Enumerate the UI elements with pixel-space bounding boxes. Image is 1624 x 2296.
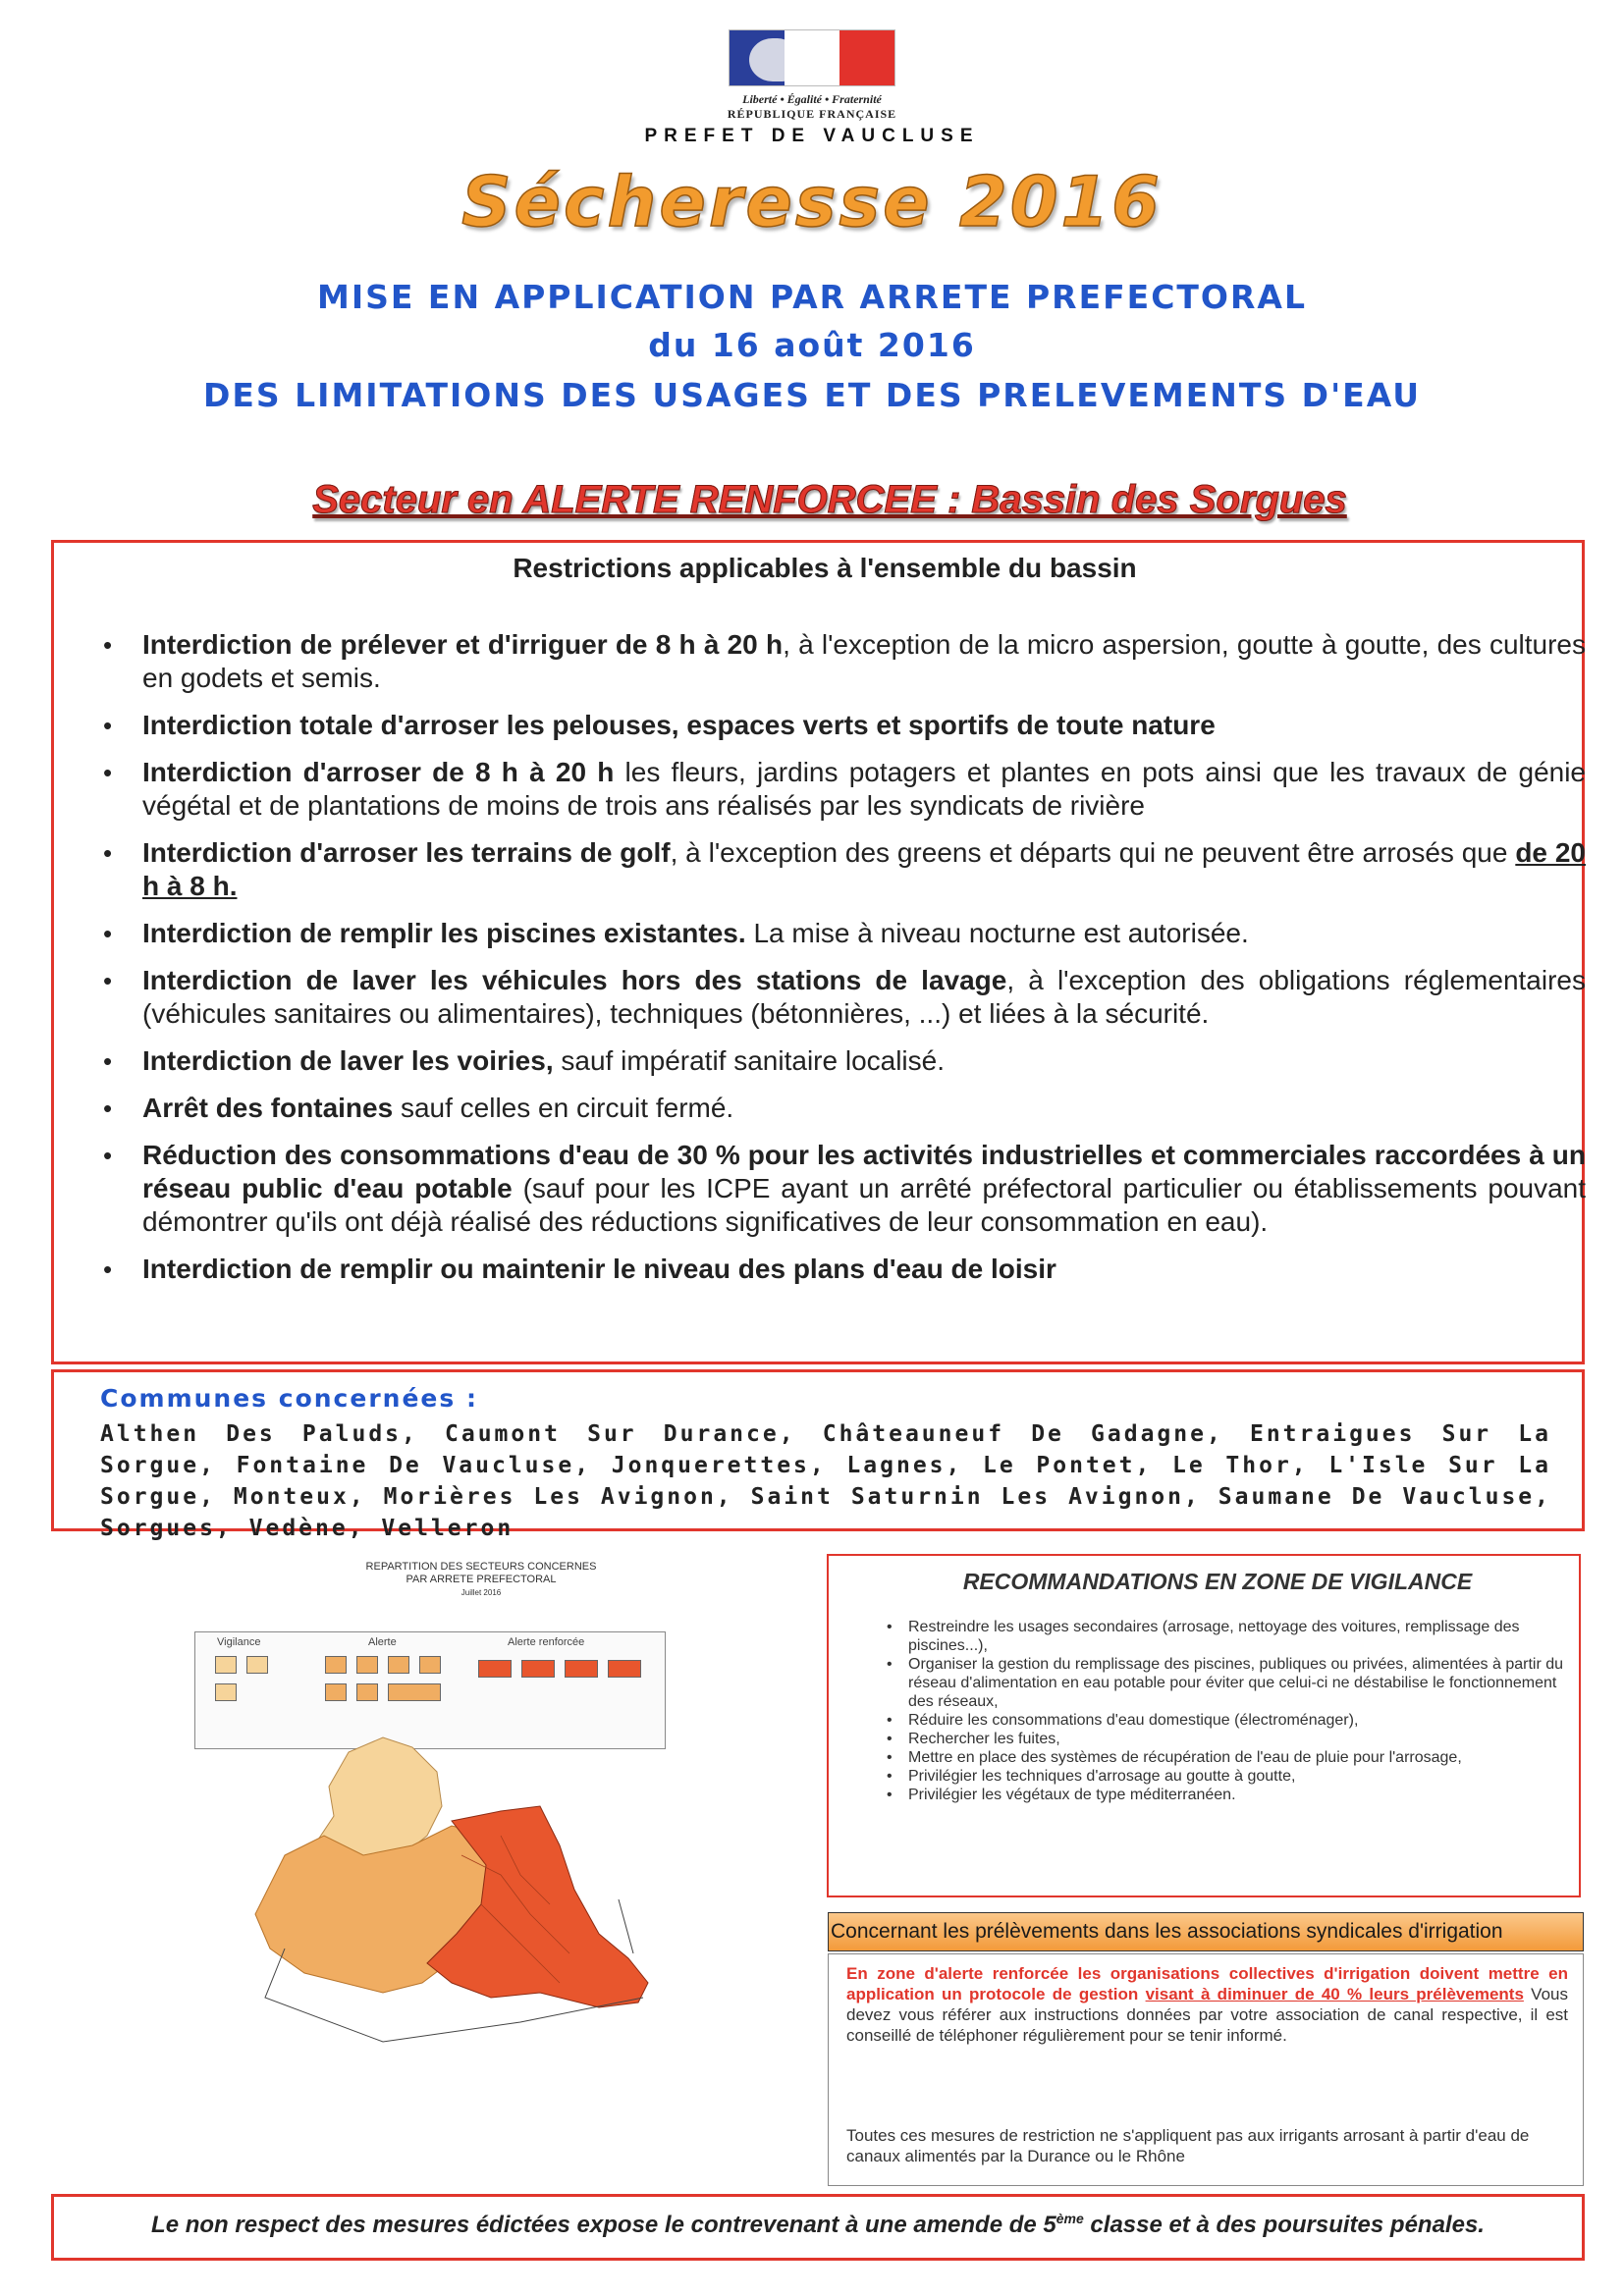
recommandation-item: • Réduire les consommations d'eau domestique (électroménager),	[849, 1711, 1566, 1730]
sector-map	[187, 1561, 776, 2110]
irrigation-note: Toutes ces mesures de restriction ne s'appliquent pas aux irrigants arrosant à partir d'eau de canaux alimentés par la Durance ou le Rhône	[846, 2126, 1530, 2165]
subtitle-line-1: MISE EN APPLICATION PAR ARRETE PREFECTORAL	[317, 278, 1307, 316]
communes-list: Althen Des Paluds, Caumont Sur Durance, Châteauneuf De Gadagne, Entraigues Sur La Sorgue, Fontaine De Vaucluse, Jonquerettes, Lagnes, Le Pontet, Le Thor, L'Isle Sur La Sorgue, Monteux, Morières Les Avignon, Saint Saturnin Les Avignon, Saumane De Vaucluse, Sorgues, Vedène, Velleron	[100, 1421, 1551, 1541]
sector-title: Secteur en ALERTE RENFORCEE : Bassin des Sorgues	[312, 478, 1347, 521]
restriction-item: • Arrêt des fontaines sauf celles en circuit fermé.	[103, 1092, 1586, 1125]
recommandations-title: RECOMMANDATIONS EN ZONE DE VIGILANCE	[962, 1569, 1473, 1594]
communes-heading: Communes concernées :	[100, 1384, 478, 1413]
recommandation-item: • Rechercher les fuites,	[849, 1730, 1566, 1748]
motto: Liberté • Égalité • Fraternité	[742, 92, 882, 106]
restriction-item: • Interdiction d'arroser les terrains de golf, à l'exception des greens et départs qui ne peuvent être arrosés que de 20 h à 8 h.	[103, 836, 1586, 903]
subtitle-line-2: du 16 août 2016	[648, 326, 976, 364]
legend-vigilance-label: Vigilance	[217, 1636, 261, 1648]
penalty-notice: Le non respect des mesures édictées expose le contrevenant à une amende de 5ème classe et à des poursuites pénales.	[151, 2211, 1485, 2238]
recommandation-item: • Restreindre les usages secondaires (arrosage, nettoyage des voitures, remplissage des piscines...),	[849, 1618, 1566, 1655]
recommandation-item: • Mettre en place des systèmes de récupération de l'eau de pluie pour l'arrosage,	[849, 1748, 1566, 1767]
prefecture-header	[0, 29, 1624, 147]
recommandation-item: • Privilégier les techniques d'arrosage au goutte à goutte,	[849, 1767, 1566, 1786]
vaucluse-map-svg	[187, 1561, 776, 2110]
marianne-logo	[729, 29, 895, 86]
subtitle-line-3: DES LIMITATIONS DES USAGES ET DES PRELEVEMENTS D'EAU	[202, 376, 1422, 414]
page-title: Sécheresse 2016	[461, 162, 1163, 242]
legend-renforcee-label: Alerte renforcée	[508, 1636, 585, 1648]
restriction-item: • Interdiction d'arroser de 8 h à 20 h les fleurs, jardins potagers et plantes en pots ainsi que les travaux de génie végétal et de plantations de moins de trois ans réalisés par les syndicats de rivière	[103, 756, 1586, 823]
map-title: REPARTITION DES SECTEURS CONCERNES PAR ARRETE PREFECTORAL Juillet 2016	[365, 1561, 597, 1597]
legend-alerte-label: Alerte	[368, 1636, 397, 1648]
restriction-item: • Interdiction de laver les voiries, sauf impératif sanitaire localisé.	[103, 1044, 1586, 1078]
restriction-item: • Interdiction totale d'arroser les pelouses, espaces verts et sportifs de toute nature	[103, 709, 1586, 742]
restriction-item: • Interdiction de prélever et d'irriguer de 8 h à 20 h, à l'exception de la micro aspersion, goutte à goutte, des cultures en godets et semis.	[103, 628, 1586, 695]
recommandations-list	[849, 1618, 1566, 1804]
restriction-item: • Interdiction de remplir les piscines existantes. La mise à niveau nocturne est autorisée.	[103, 917, 1586, 950]
republique-label: RÉPUBLIQUE FRANÇAISE	[727, 107, 897, 121]
recommandation-item: • Organiser la gestion du remplissage des piscines, publiques ou privées, alimentées à partir du réseau d'alimentation en eau potable pour éviter que celui-ci ne déstabilise le fonctionnement des réseaux,	[849, 1655, 1566, 1711]
irrigation-text: En zone d'alerte renforcée les organisations collectives d'irrigation doivent mettre en application un protocole de gestion visant à diminuer de 40 % leurs prélèvements Vous devez vous référer aux instructions données par votre association de canal respective, il est conseillé de téléphoner régulièrement pour se tenir informé.	[846, 1964, 1568, 2045]
restriction-item: • Réduction des consommations d'eau de 30 % pour les activités industrielles et commerciales raccordées à un réseau public d'eau potable (sauf pour les ICPE ayant un arrêté préfectoral particulier ou établissements pouvant démontrer qu'ils ont déjà réalisé des réductions significatives de leur consommation en eau).	[103, 1139, 1586, 1239]
recommandation-item: • Privilégier les végétaux de type méditerranéen.	[849, 1786, 1566, 1804]
restrictions-heading: Restrictions applicables à l'ensemble du bassin	[513, 553, 1137, 583]
restrictions-list	[103, 628, 1586, 1300]
prefet-label: PREFET DE VAUCLUSE	[644, 126, 980, 146]
restriction-item: • Interdiction de laver les véhicules hors des stations de lavage, à l'exception des obligations réglementaires (véhicules sanitaires ou alimentaires), techniques (bétonnières, ...) et liées à la sécurité.	[103, 964, 1586, 1031]
restriction-item: • Interdiction de remplir ou maintenir le niveau des plans d'eau de loisir	[103, 1253, 1586, 1286]
irrigation-title: Concernant les prélèvements dans les associations syndicales d'irrigation	[828, 1912, 1584, 1951]
